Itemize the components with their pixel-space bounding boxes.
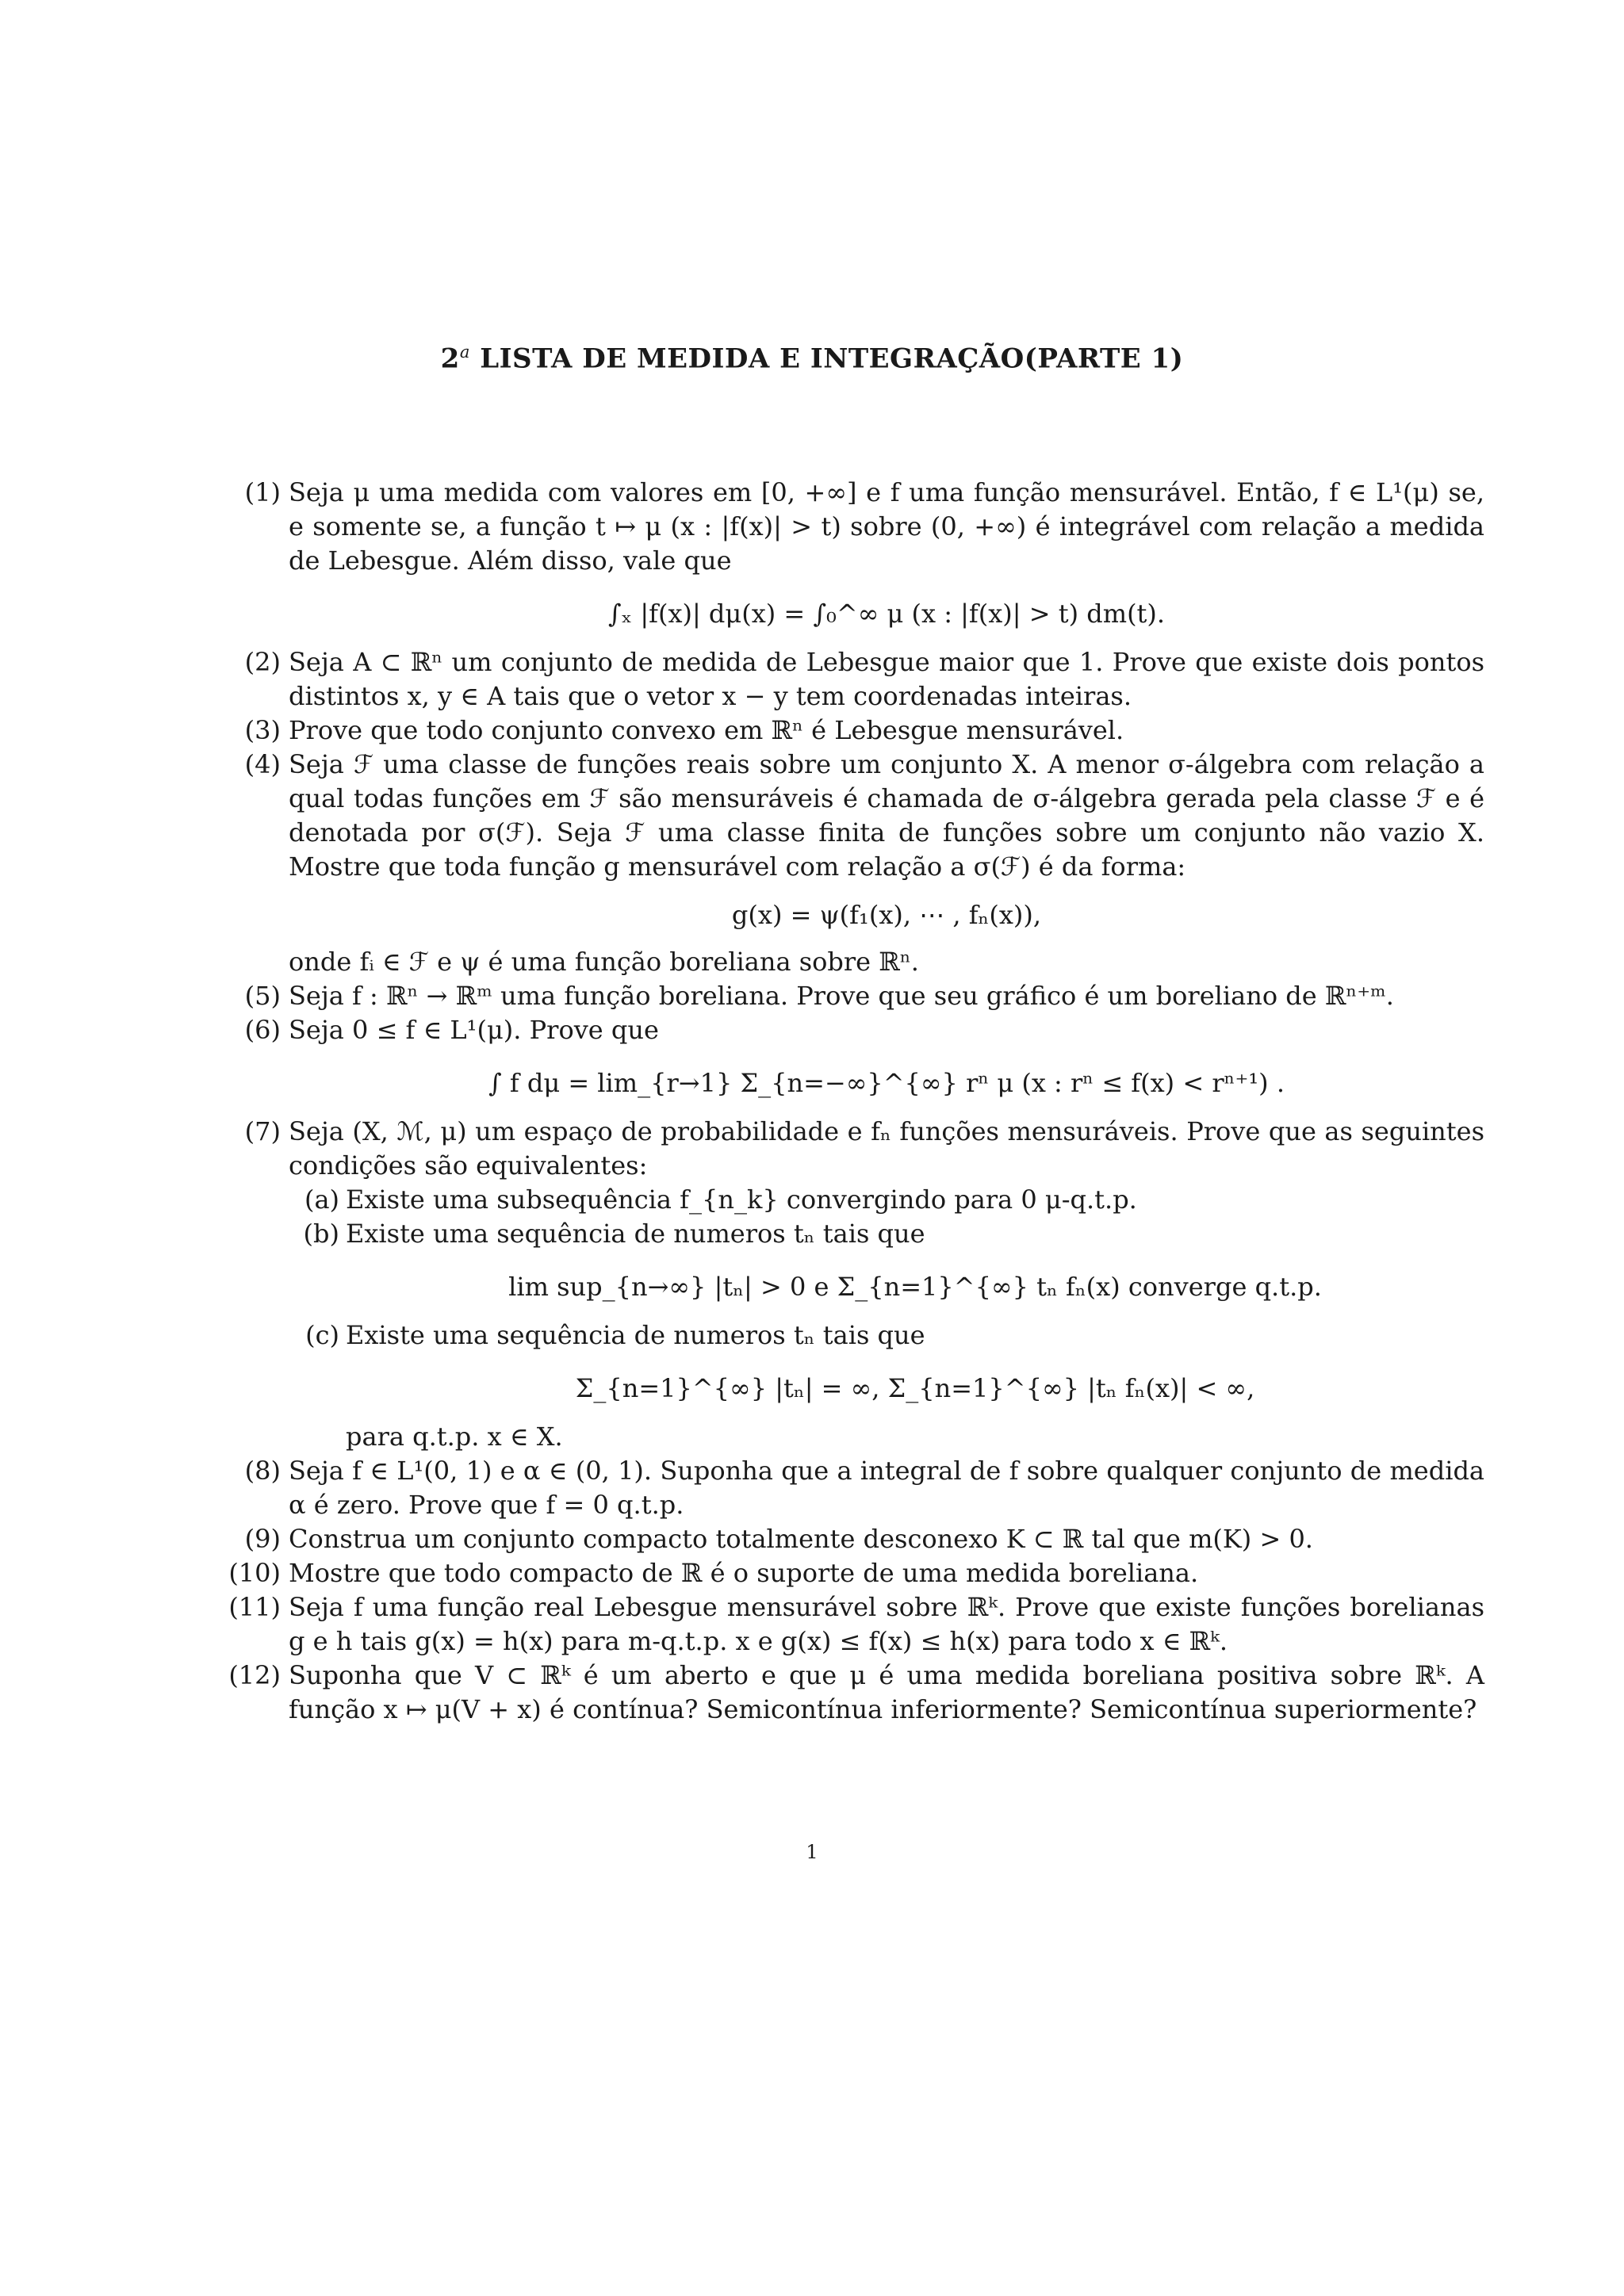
exercise-text: Seja f uma função real Lebesgue mensurável sobre ℝᵏ. Prove que existe funções borelianas g e h tais g(x) = h(x) para m-q.t.p. x e g(x) ≤ f(x) ≤ h(x) para todo x ∈ ℝᵏ. [289, 1592, 1484, 1656]
title-number: 2 [440, 342, 460, 375]
exercise-number: (8) [244, 1456, 281, 1486]
display-equation: lim sup_{n→∞} |tₙ| > 0 e Σ_{n=1}^{∞} tₙ fₙ(x) converge q.t.p. [508, 1272, 1322, 1302]
exercise-4 [0, 748, 1624, 979]
page-number: 1 [806, 1841, 818, 1863]
exercise-7 [0, 1115, 1624, 1454]
exercise-list [0, 476, 1624, 1727]
exercise-text: Prove que todo conjunto convexo em ℝⁿ é Lebesgue mensurável. [289, 715, 1124, 745]
exercise-after-text: onde fᵢ ∈ ℱ e ψ é uma função boreliana sobre ℝⁿ. [289, 947, 919, 977]
exercise-2 [0, 645, 1624, 714]
exercise-number: (11) [228, 1592, 281, 1622]
sub-item-text: Existe uma subsequência f_{n_k} convergindo para 0 μ-q.t.p. [346, 1184, 1137, 1215]
exercise-text: Seja A ⊂ ℝⁿ um conjunto de medida de Lebesgue maior que 1. Prove que existe dois pontos distintos x, y ∈ A tais que o vetor x − y tem coordenadas inteiras. [289, 647, 1484, 711]
sub-item-label: (c) [305, 1320, 339, 1350]
exercise-text: Mostre que todo compacto de ℝ é o suporte de uma medida boreliana. [289, 1558, 1199, 1588]
exercise-after-text: para q.t.p. x ∈ X. [346, 1422, 563, 1452]
exercise-number: (12) [228, 1660, 281, 1690]
title-text: LISTA DE MEDIDA E INTEGRAÇÃO(PARTE 1) [469, 342, 1184, 375]
exercise-text: Seja f : ℝⁿ → ℝᵐ uma função boreliana. Prove que seu gráfico é um boreliano de ℝⁿ⁺ᵐ. [289, 981, 1394, 1011]
exercise-number: (5) [244, 981, 281, 1011]
exercise-text: Seja (X, ℳ, μ) um espaço de probabilidade e fₙ funções mensuráveis. Prove que as seguintes condições são equivalentes: [289, 1116, 1484, 1181]
exercise-3 [0, 714, 1624, 748]
exercise-number: (4) [244, 749, 281, 779]
exercise-text: Seja f ∈ L¹(0, 1) e α ∈ (0, 1). Suponha que a integral de f sobre qualquer conjunto de medida α é zero. Prove que f = 0 q.t.p. [289, 1456, 1484, 1520]
display-equation: g(x) = ψ(f₁(x), ⋯ , fₙ(x)), [731, 900, 1042, 930]
exercise-number: (1) [244, 477, 281, 507]
title-superscript: a [459, 342, 470, 362]
sub-item-a [289, 1183, 1484, 1217]
exercise-number: (6) [244, 1015, 281, 1045]
exercise-number: (10) [228, 1558, 281, 1588]
exercise-text: Construa um conjunto compacto totalmente desconexo K ⊂ ℝ tal que m(K) > 0. [289, 1524, 1313, 1554]
exercise-text: Seja ℱ uma classe de funções reais sobre um conjunto X. A menor σ-álgebra com relação a qual todas funções em ℱ são mensuráveis é chamada de σ-álgebra gerada pela classe ℱ e é denotada por σ(ℱ). Seja ℱ uma classe finita de funções sobre um conjunto não vazio X. Mostre que toda função g mensurável com relação a σ(ℱ) é da forma: [289, 749, 1484, 882]
display-equation: Σ_{n=1}^{∞} |tₙ| = ∞, Σ_{n=1}^{∞} |tₙ fₙ(x)| < ∞, [575, 1373, 1255, 1403]
exercise-text: Seja 0 ≤ f ∈ L¹(μ). Prove que [289, 1015, 659, 1045]
exercise-number: (3) [244, 715, 281, 745]
exercise-text: Suponha que V ⊂ ℝᵏ é um aberto e que μ é uma medida boreliana positiva sobre ℝᵏ. A função x ↦ μ(V + x) é contínua? Semicontínua inferiormente? Semicontínua superiormente? [289, 1660, 1484, 1724]
exercise-10 [0, 1556, 1624, 1590]
display-equation: ∫ₓ |f(x)| dμ(x) = ∫₀^∞ μ (x : |f(x)| > t) dm(t). [607, 599, 1166, 629]
sub-item-label: (a) [304, 1184, 339, 1215]
exercise-text: Seja μ uma medida com valores em [0, +∞] e f uma função mensurável. Então, f ∈ L¹(μ) se, e somente se, a função t ↦ μ (x : |f(x)| > t) sobre (0, +∞) é integrável com relação a medida de Lebesgue. Além disso, vale que [289, 477, 1484, 576]
exercise-number: (2) [244, 647, 281, 677]
exercise-12 [0, 1659, 1624, 1727]
exercise-1 [0, 476, 1624, 631]
sub-item-c [289, 1318, 1484, 1406]
exercise-9 [0, 1522, 1624, 1556]
exercise-8 [0, 1454, 1624, 1522]
exercise-number: (9) [244, 1524, 281, 1554]
sub-item-b [289, 1217, 1484, 1304]
sub-item-text: Existe uma sequência de numeros tₙ tais que [346, 1219, 925, 1249]
exercise-number: (7) [244, 1116, 281, 1146]
exercise-11 [0, 1590, 1624, 1659]
exercise-6 [0, 1013, 1624, 1100]
page-title [0, 342, 1624, 374]
sub-item-text: Existe uma sequência de numeros tₙ tais que [346, 1320, 925, 1350]
display-equation: ∫ f dμ = lim_{r→1} Σ_{n=−∞}^{∞} rⁿ μ (x : rⁿ ≤ f(x) < rⁿ⁺¹) . [488, 1068, 1285, 1098]
sub-item-label: (b) [303, 1219, 339, 1249]
exercise-5 [0, 979, 1624, 1013]
